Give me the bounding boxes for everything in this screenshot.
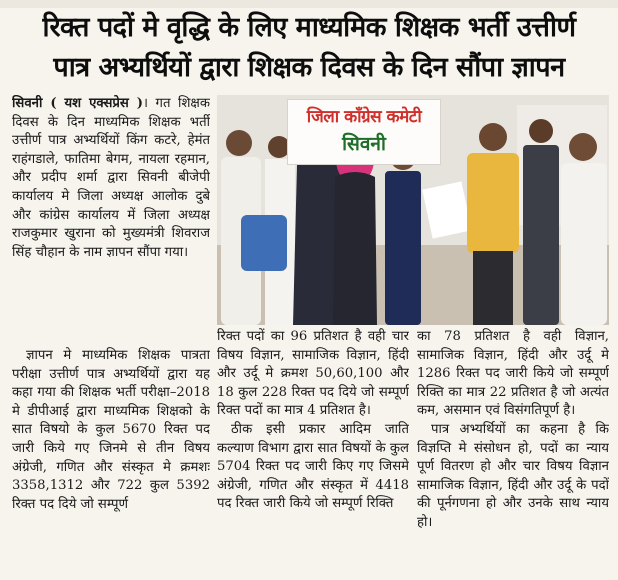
news-photo <box>217 95 609 325</box>
paragraph-1 <box>12 95 210 262</box>
banner-title: जिला कॉंग्रेस कमेटी <box>306 107 422 127</box>
paragraph-5: का 78 प्रतिशत है वही विज्ञान, सामाजिक विज्ञान, हिंदी और उर्दू मे 1286 रिक्त पद जारी किये जो सम्पूर्ण रिक्ति का मात्र 22 प्रतिशत है जो अत्यंत कम, असमान एवं विसंगतिपूर्ण है। <box>417 329 609 419</box>
paragraph-2: ज्ञापन मे माध्यमिक शिक्षक पात्रता परीक्षा उत्तीर्ण पात्र अभ्यर्थियों द्वारा यह कहा गया की शिक्षक भर्ती परीक्षा–2018 मे डीपीआई द्वारा माध्यमिक शिक्षको के सात विषयो के कुल 5670 रिक्त पद जारी किये गए जिनमे से तीन विषय अंग्रेजी, गणित और संस्कृत मे क्रमशः 3358,1312 और 722 कुल 5392 रिक्त पद दिये जो सम्पूर्ण <box>12 348 210 512</box>
article-column-3 <box>417 328 609 580</box>
paragraph-6: पात्र अभ्यर्थियों का कहना है कि विज्ञप्ति मे संसोधन हो, पदों का न्याय पूर्ण वितरण हो और चार विषय विज्ञान सामाजिक विज्ञान, हिंदी और उर्दू के पदों की पूर्नगणना हो और उनके साथ न्याय हो। <box>417 421 609 530</box>
headline <box>0 8 618 88</box>
paragraph-4: ठीक इसी प्रकार आदिम जाति कल्याण विभाग द्वारा सात विषयों के कुल 5704 रिक्त पद जारी किए गए जिसमे अंग्रेजी, गणित और संस्कृत में 4418 पद रिक्त जारी किये जो सम्पूर्ण रिक्ति <box>217 421 409 512</box>
party-banner <box>287 99 441 165</box>
article-column-1 <box>12 95 210 347</box>
paragraph-3: रिक्त पदों का 96 प्रतिशत है वही चार विषय विज्ञान, सामाजिक विज्ञान, हिंदी और उर्दू मे क्रमश 50,60,100 और 18 कुल 228 रिक्त पद दिये जो सम्पूर्ण रिक्त पदों का मात्र 4 प्रतिशत है। <box>217 329 409 419</box>
article-column-2 <box>217 328 409 580</box>
headline-line-2: पात्र अभ्यर्थियों द्वारा शिक्षक दिवस के दिन सौंपा ज्ञापन <box>53 52 565 83</box>
article-column-1-lower <box>12 347 210 580</box>
headline-line-1: रिक्त पदों मे वृद्धि के लिए माध्यमिक शिक्षक भर्ती उत्तीर्ण <box>42 12 576 43</box>
previous-article-strip <box>0 0 618 8</box>
paragraph-1-text: । गत शिक्षक दिवस के दिन माध्यमिक शिक्षक भर्ती उत्तीर्ण पात्र अभ्यर्थियों किंग कटरे, हेमंत राहंगडाले, फातिमा बेगम, नायला रहमान, और प्रदीप शर्मा द्वारा सिवनी बीजेपी कार्यालय मे जिला अध्यक्ष आलोक दुबे और कांग्रेस कार्यालय में जिला अध्यक्ष राजकुमार खुराना को मुख्यमंत्री शिवराज सिंह चौहान के नाम ज्ञापन सौंपा गया। <box>12 96 210 260</box>
dateline: सिवनी ( यश एक्सप्रेस ) <box>12 96 143 111</box>
banner-subtitle: सिवनी <box>342 133 386 155</box>
